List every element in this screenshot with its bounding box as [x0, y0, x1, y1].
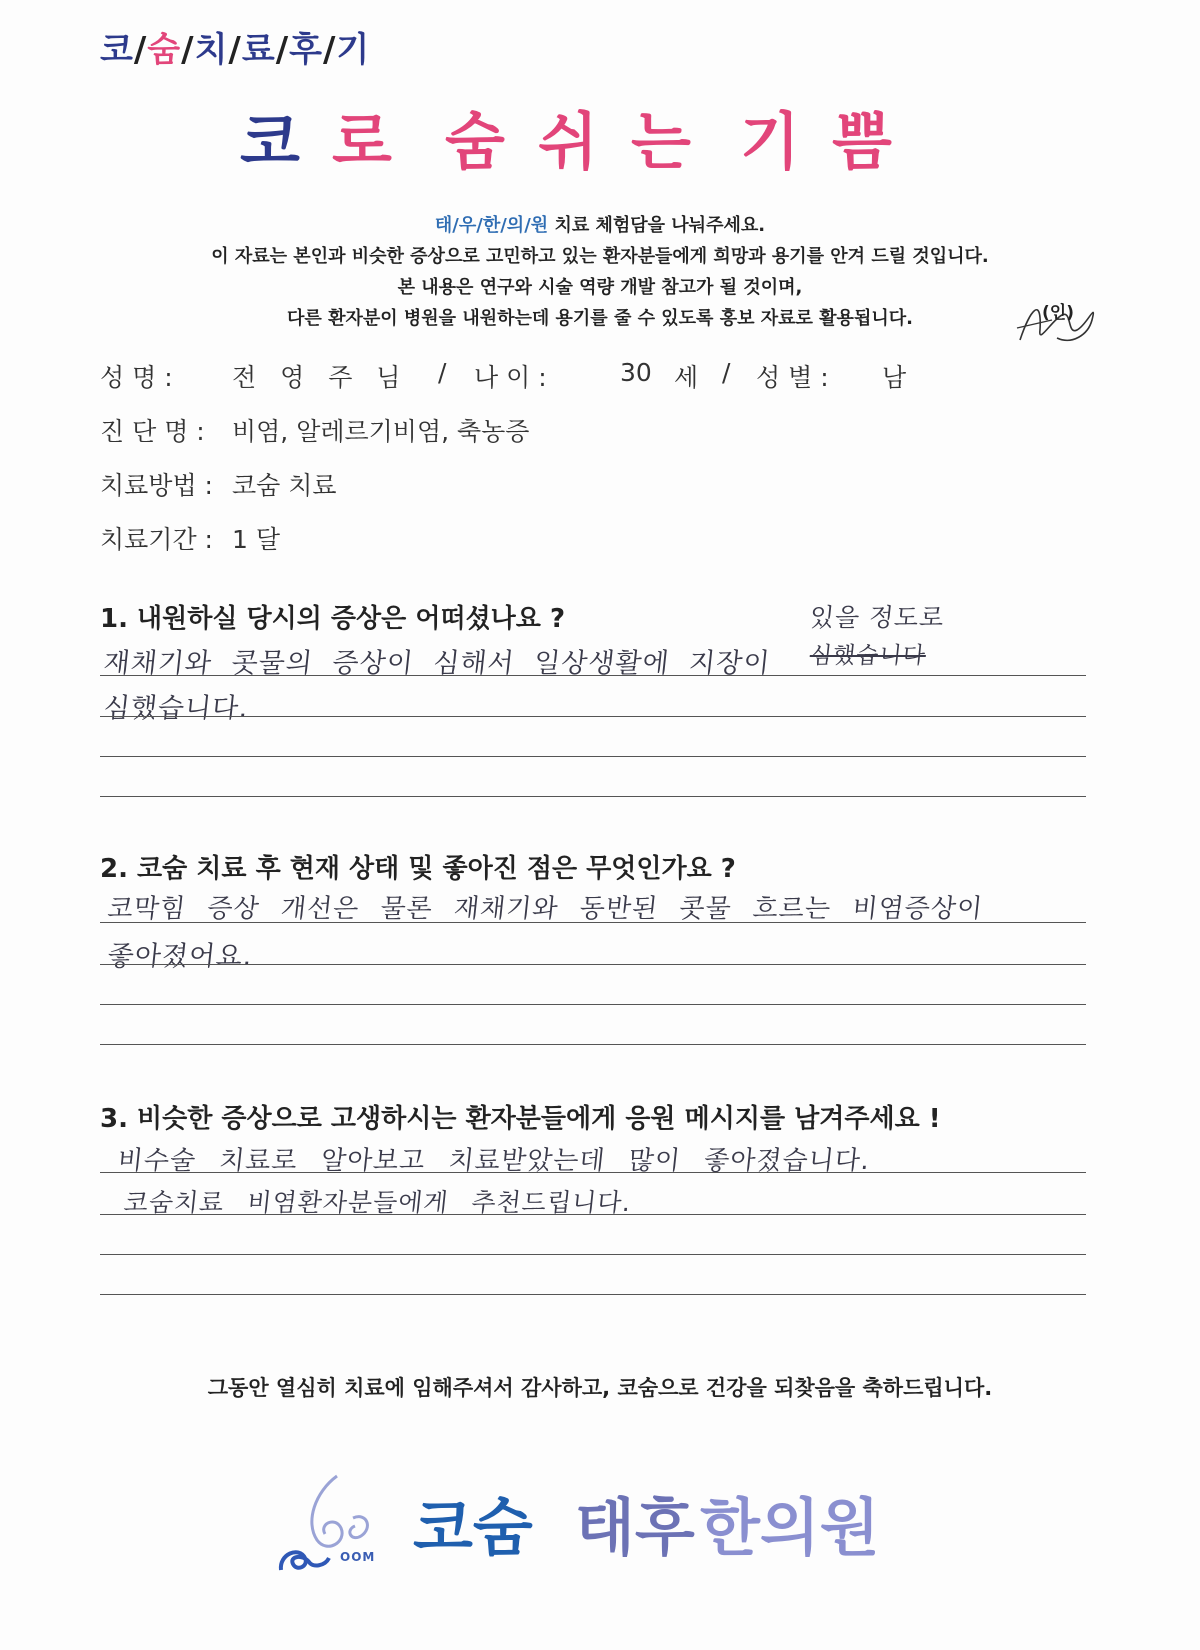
age-label: 나 이 :: [474, 363, 547, 392]
title-char: 숨: [445, 105, 505, 178]
question-1-title: 1. 내원하실 당시의 증상은 어떠셨나요 ?: [100, 604, 566, 634]
logo-mark-icon: [275, 1462, 395, 1582]
clinic-logo: [285, 1470, 905, 1590]
answer-line: [100, 716, 1086, 717]
answer-line: [100, 796, 1086, 797]
intro-line-1: [0, 210, 1200, 241]
answer-line: [100, 1294, 1086, 1295]
series-char: 숨: [147, 30, 182, 70]
method-label: 치료방법 :: [100, 471, 213, 500]
logo-brand-clinic: 한의원: [700, 1491, 880, 1564]
question-3-answer-line-2: 코숨치료 비염환자분들에게 추천드립니다.: [122, 1188, 633, 1217]
series-char: 기: [336, 30, 371, 70]
main-title: [240, 92, 960, 182]
answer-line: [100, 964, 1086, 965]
intro-line-3: 본 내용은 연구와 시술 역량 개발 참고가 될 것이며,: [397, 277, 803, 298]
series-label: [100, 22, 370, 71]
answer-line: [100, 922, 1086, 923]
period-label: 치료기간 :: [100, 525, 213, 554]
title-char: 로: [332, 105, 392, 178]
question-3-title: 3. 비슷한 증상으로 고생하시는 환자분들에게 응원 메시지를 남겨주세요 !: [100, 1104, 941, 1134]
series-char: 후: [289, 30, 323, 70]
question-1-insert: 있을 정도로: [808, 603, 947, 632]
signature: [1012, 290, 1112, 360]
logo-mark-text: OOM: [340, 1550, 376, 1564]
name-value: 전 영 주 님: [232, 363, 409, 392]
title-char: 코: [240, 105, 300, 178]
diagnosis-label: 진 단 명 :: [100, 417, 205, 446]
question-2-answer-line-1: 코막힘 증상 개선은 물론 재채기와 동반된 콧물 흐르는 비염증상이: [106, 894, 985, 924]
series-char: 코: [100, 30, 134, 70]
series-sep: /: [322, 30, 337, 70]
answer-line: [100, 675, 1086, 676]
title-char: 는: [631, 105, 691, 178]
series-sep: /: [275, 30, 290, 70]
answer-line: [100, 756, 1086, 757]
question-2-title: 2. 코숨 치료 후 현재 상태 및 좋아진 점은 무엇인가요 ?: [100, 854, 736, 884]
clinic-name: 태/우/한/의/원: [434, 215, 549, 236]
closing-message: 그동안 열심히 치료에 임해주셔서 감사하고, 코숨으로 건강을 되찾음을 축하드립니다.: [207, 1376, 993, 1400]
seal-mark: (인): [1042, 303, 1074, 323]
question-1-answer-line-1: 재채기와 콧물의 증상이 심해서 일상생활에 지장이: [102, 648, 772, 679]
question-1-answer-line-2: 심했습니다.: [102, 693, 251, 724]
series-char: 치: [194, 30, 229, 70]
intro-line-1-rest: 치료 체험담을 나눠주세요.: [548, 215, 766, 236]
diagnosis-value: 비염, 알레르기비염, 축농증: [232, 417, 530, 446]
separator: /: [722, 358, 731, 387]
intro-line-4: 다른 환자분이 병원을 내원하는데 용기를 줄 수 있도록 홍보 자료로 활용됩니다.: [287, 308, 913, 329]
separator: /: [438, 358, 447, 387]
question-2-answer-line-2: 좋아졌어요.: [106, 941, 255, 972]
title-char: 쉬: [538, 105, 598, 178]
answer-line: [100, 1214, 1086, 1215]
answer-line: [100, 1172, 1086, 1173]
series-char: 료: [241, 30, 276, 70]
age-value: 30: [620, 358, 652, 387]
logo-brand-kosum: 코숨: [413, 1491, 533, 1564]
logo-brand-taehu: 태후: [575, 1491, 695, 1564]
sex-value: 남: [882, 363, 907, 392]
age-unit: 세: [674, 363, 699, 392]
method-value: 코숨 치료: [232, 471, 337, 500]
title-char: 쁨: [832, 105, 892, 178]
series-sep: /: [181, 30, 195, 70]
sex-label: 성 별 :: [756, 363, 829, 392]
intro-line-2: 이 자료는 본인과 비슷한 증상으로 고민하고 있는 환자분들에게 희망과 용기를 안겨 드릴 것입니다.: [211, 246, 989, 267]
question-1-struck-text: 심했습니다: [808, 643, 928, 669]
name-label: 성 명 :: [100, 363, 173, 392]
answer-line: [100, 1044, 1086, 1045]
answer-line: [100, 1004, 1086, 1005]
series-sep: /: [133, 30, 148, 70]
series-sep: /: [228, 30, 242, 70]
period-value: 1 달: [232, 525, 281, 554]
answer-line: [100, 1254, 1086, 1255]
title-char: 기: [740, 105, 800, 178]
question-3-answer-line-1: 비수술 치료로 알아보고 치료받았는데 많이 좋아졌습니다.: [116, 1146, 872, 1176]
